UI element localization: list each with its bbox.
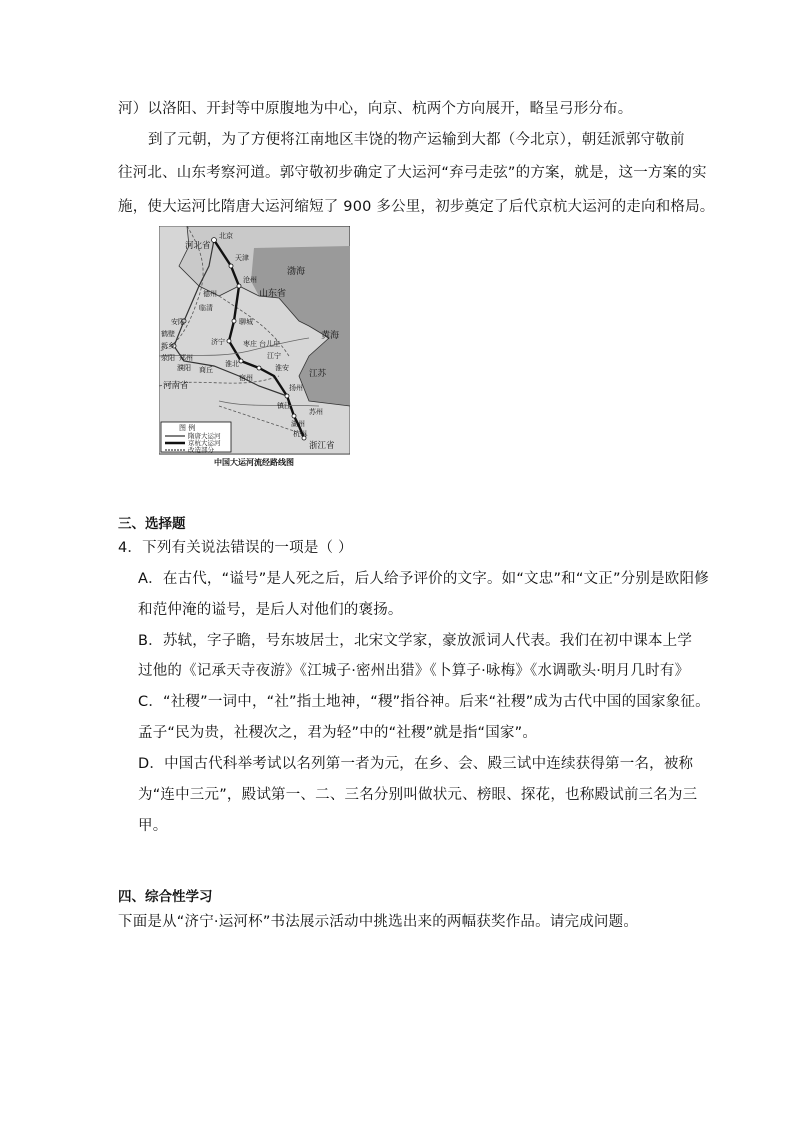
question-4: 4．下列有关说法错误的一项是（ ）	[118, 540, 353, 556]
map-city-hebi: 鹤壁	[161, 330, 175, 338]
map-legend-gaizao: 改造部分	[188, 446, 214, 454]
option-a-line-1: A．在古代，“谥号”是人死之后，后人给予评价的文字。如“文忠”和“文正”分别是欧阳修	[138, 571, 709, 587]
map-city-xingyang: 荥阳	[161, 354, 175, 362]
map-caption: 中国大运河流经路线图	[214, 458, 294, 467]
map-city-suzhou: 苏州	[309, 408, 323, 416]
map-city-huzhou: 湖州	[291, 420, 305, 428]
section4-intro: 下面是从“济宁·运河杯”书法展示活动中挑选出来的两幅获奖作品。请完成问题。	[118, 914, 639, 930]
map-city-shangqiu: 商丘	[199, 366, 213, 374]
map-sea-huanghai: 黄海	[321, 331, 340, 341]
option-b-line-2: 过他的《记承天寺夜游》《江城子·密州出猎》《卜算子·咏梅》《水调歌头·明月几时有》	[138, 663, 690, 679]
map-legend-jinghang: 京杭大运河	[188, 439, 221, 447]
option-b-line-1: B．苏轼，字子瞻，号东坡居士，北宋文学家，豪放派词人代表。我们在初中课本上学	[138, 633, 693, 649]
map-city-puyang: 濮阳	[177, 364, 191, 372]
map-city-jiangning: 江宁	[267, 352, 281, 360]
option-d-line-2: 为“连中三元”，殿试第一、二、三名分别叫做状元、榜眼、探花，也称殿试前三名为三	[138, 787, 698, 803]
map-region-zhejiang: 浙江省	[309, 441, 335, 451]
option-d-line-1: D．中国古代科举考试以名列第一者为元，在乡、会、殿三试中连续获得第一名，被称	[138, 756, 694, 772]
passage-line-1: 河）以洛阳、开封等中原腹地为中心，向京、杭两个方向展开，略呈弓形分布。	[118, 101, 633, 117]
map-city-suzhou-anhui: 宿州	[239, 374, 253, 382]
option-c-line-2: 孟子“民为贵，社稷次之，君为轻”中的“社稷”就是指“国家”。	[138, 725, 538, 741]
map-legend-title: 图 例	[179, 424, 196, 432]
map-city-tianjin: 天津	[235, 254, 249, 262]
map-region-jiangsu: 江苏	[309, 369, 327, 379]
map-city-anyang: 安阳	[171, 318, 185, 326]
map-legend-suitang: 隋唐大运河	[188, 432, 221, 440]
map-city-jining: 济宁	[211, 338, 225, 346]
map-city-yangzhou: 扬州	[289, 384, 303, 392]
option-c-line-1: C．“社稷”一词中，“社”指土地神，“稷”指谷神。后来“社稷”成为古代中国的国家象征。	[138, 694, 710, 710]
grand-canal-map	[159, 226, 350, 468]
map-city-dezhou: 德州	[203, 290, 217, 298]
passage-line-4: 施，使大运河比隋唐大运河缩短了 900 多公里，初步奠定了后代京杭大运河的走向和格局。	[118, 199, 715, 215]
option-d-line-3: 甲。	[138, 818, 168, 834]
passage-line-2: 到了元朝，为了方便将江南地区丰饶的物产运输到大都（今北京），朝廷派郭守敬前	[148, 132, 685, 148]
map-region-hebei: 河北省	[185, 241, 211, 251]
section3-heading: 三、选择题	[118, 516, 186, 532]
map-city-beijing: 北京	[219, 232, 233, 240]
map-city-liaocheng: 聊城	[239, 318, 253, 326]
map-city-huaian: 淮安	[275, 364, 289, 372]
map-city-cangzhou: 沧州	[243, 276, 257, 284]
map-city-zhengzhou: 郑州	[179, 354, 193, 362]
map-city-taierzhuang: 台儿庄	[259, 340, 280, 348]
map-region-shandong: 山东省	[259, 289, 287, 299]
map-region-henan: 河南省	[163, 381, 189, 391]
option-a-line-2: 和范仲淹的谥号，是后人对他们的褒扬。	[138, 602, 403, 618]
passage-line-3: 往河北、山东考察河道。郭守敬初步确定了大运河“弃弓走弦”的方案，就是，这一方案的实	[118, 165, 707, 181]
map-city-linqing: 临清	[199, 304, 213, 312]
map-city-xinxiang: 新乡	[161, 342, 175, 350]
map-sea-bohai: 渤海	[287, 267, 306, 277]
map-city-huaibei: 淮北	[225, 360, 239, 368]
map-city-zhenjiang: 镇江	[277, 402, 291, 410]
section4-heading: 四、综合性学习	[118, 889, 213, 905]
map-city-zaozhuang: 枣庄	[243, 340, 257, 348]
map-city-hangzhou: 杭州	[293, 430, 307, 438]
